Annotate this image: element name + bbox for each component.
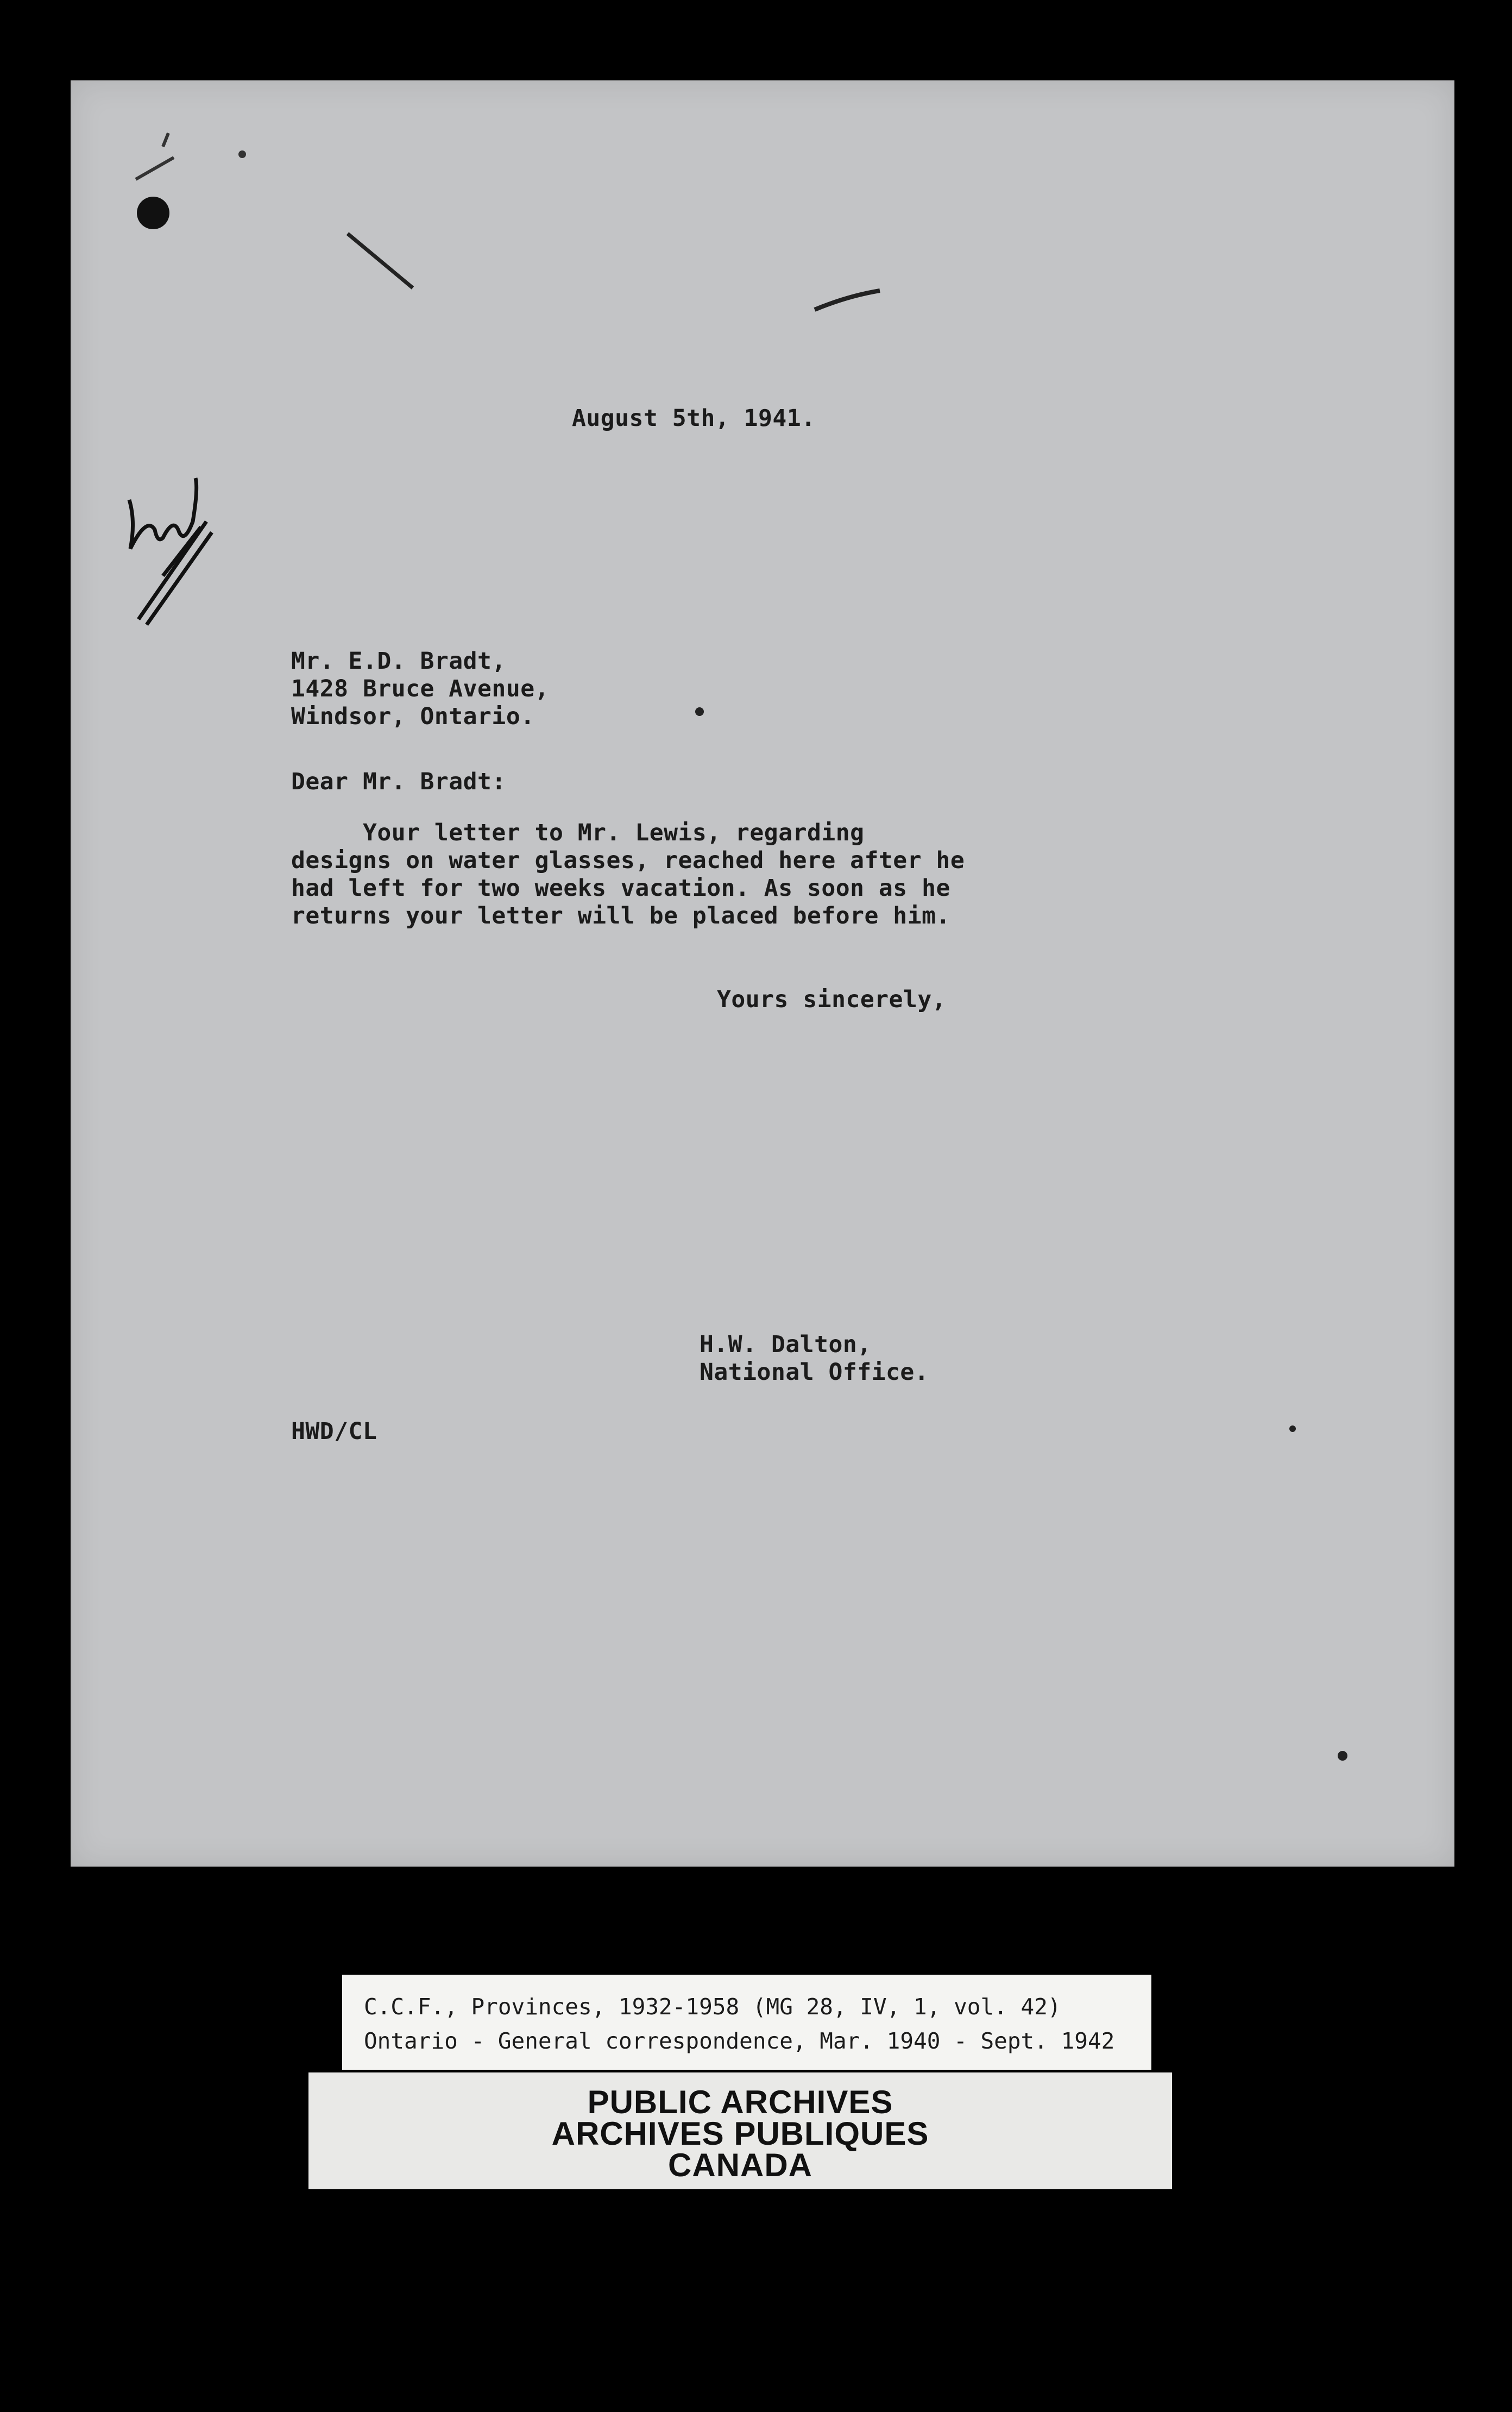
- recipient-city: Windsor, Ontario.: [291, 703, 535, 730]
- body-line: returns your letter will be placed before him.: [291, 902, 950, 929]
- letter-page: [71, 80, 1454, 1867]
- archive-label-line-2: Ontario - General correspondence, Mar. 1940 - Sept. 1942: [364, 2028, 1115, 2054]
- salutation: Dear Mr. Bradt:: [291, 768, 506, 795]
- archive-label-line-1: C.C.F., Provinces, 1932-1958 (MG 28, IV, 1, vol. 42): [364, 1994, 1061, 2020]
- signature-block: [700, 1331, 929, 1386]
- recipient-name: Mr. E.D. Bradt,: [291, 648, 506, 675]
- stamp-line-3: CANADA: [668, 2147, 812, 2183]
- letter-body: [291, 819, 965, 930]
- signatory-office: National Office.: [700, 1359, 929, 1386]
- stamp-line-2: ARCHIVES PUBLIQUES: [551, 2115, 929, 2152]
- recipient-address: [291, 648, 549, 731]
- stamp-line-1: PUBLIC ARCHIVES: [587, 2084, 893, 2120]
- body-line: had left for two weeks vacation. As soon as he: [291, 875, 950, 902]
- archive-reference-label: [342, 1975, 1151, 2070]
- letter-date: August 5th, 1941.: [572, 405, 816, 432]
- closing: Yours sincerely,: [717, 986, 947, 1013]
- body-line: Your letter to Mr. Lewis, regarding: [291, 819, 865, 846]
- reference-initials: HWD/CL: [291, 1418, 377, 1445]
- body-line: designs on water glasses, reached here after he: [291, 847, 965, 874]
- public-archives-stamp: [308, 2072, 1172, 2189]
- recipient-street: 1428 Bruce Avenue,: [291, 675, 549, 702]
- signatory-name: H.W. Dalton,: [700, 1331, 872, 1358]
